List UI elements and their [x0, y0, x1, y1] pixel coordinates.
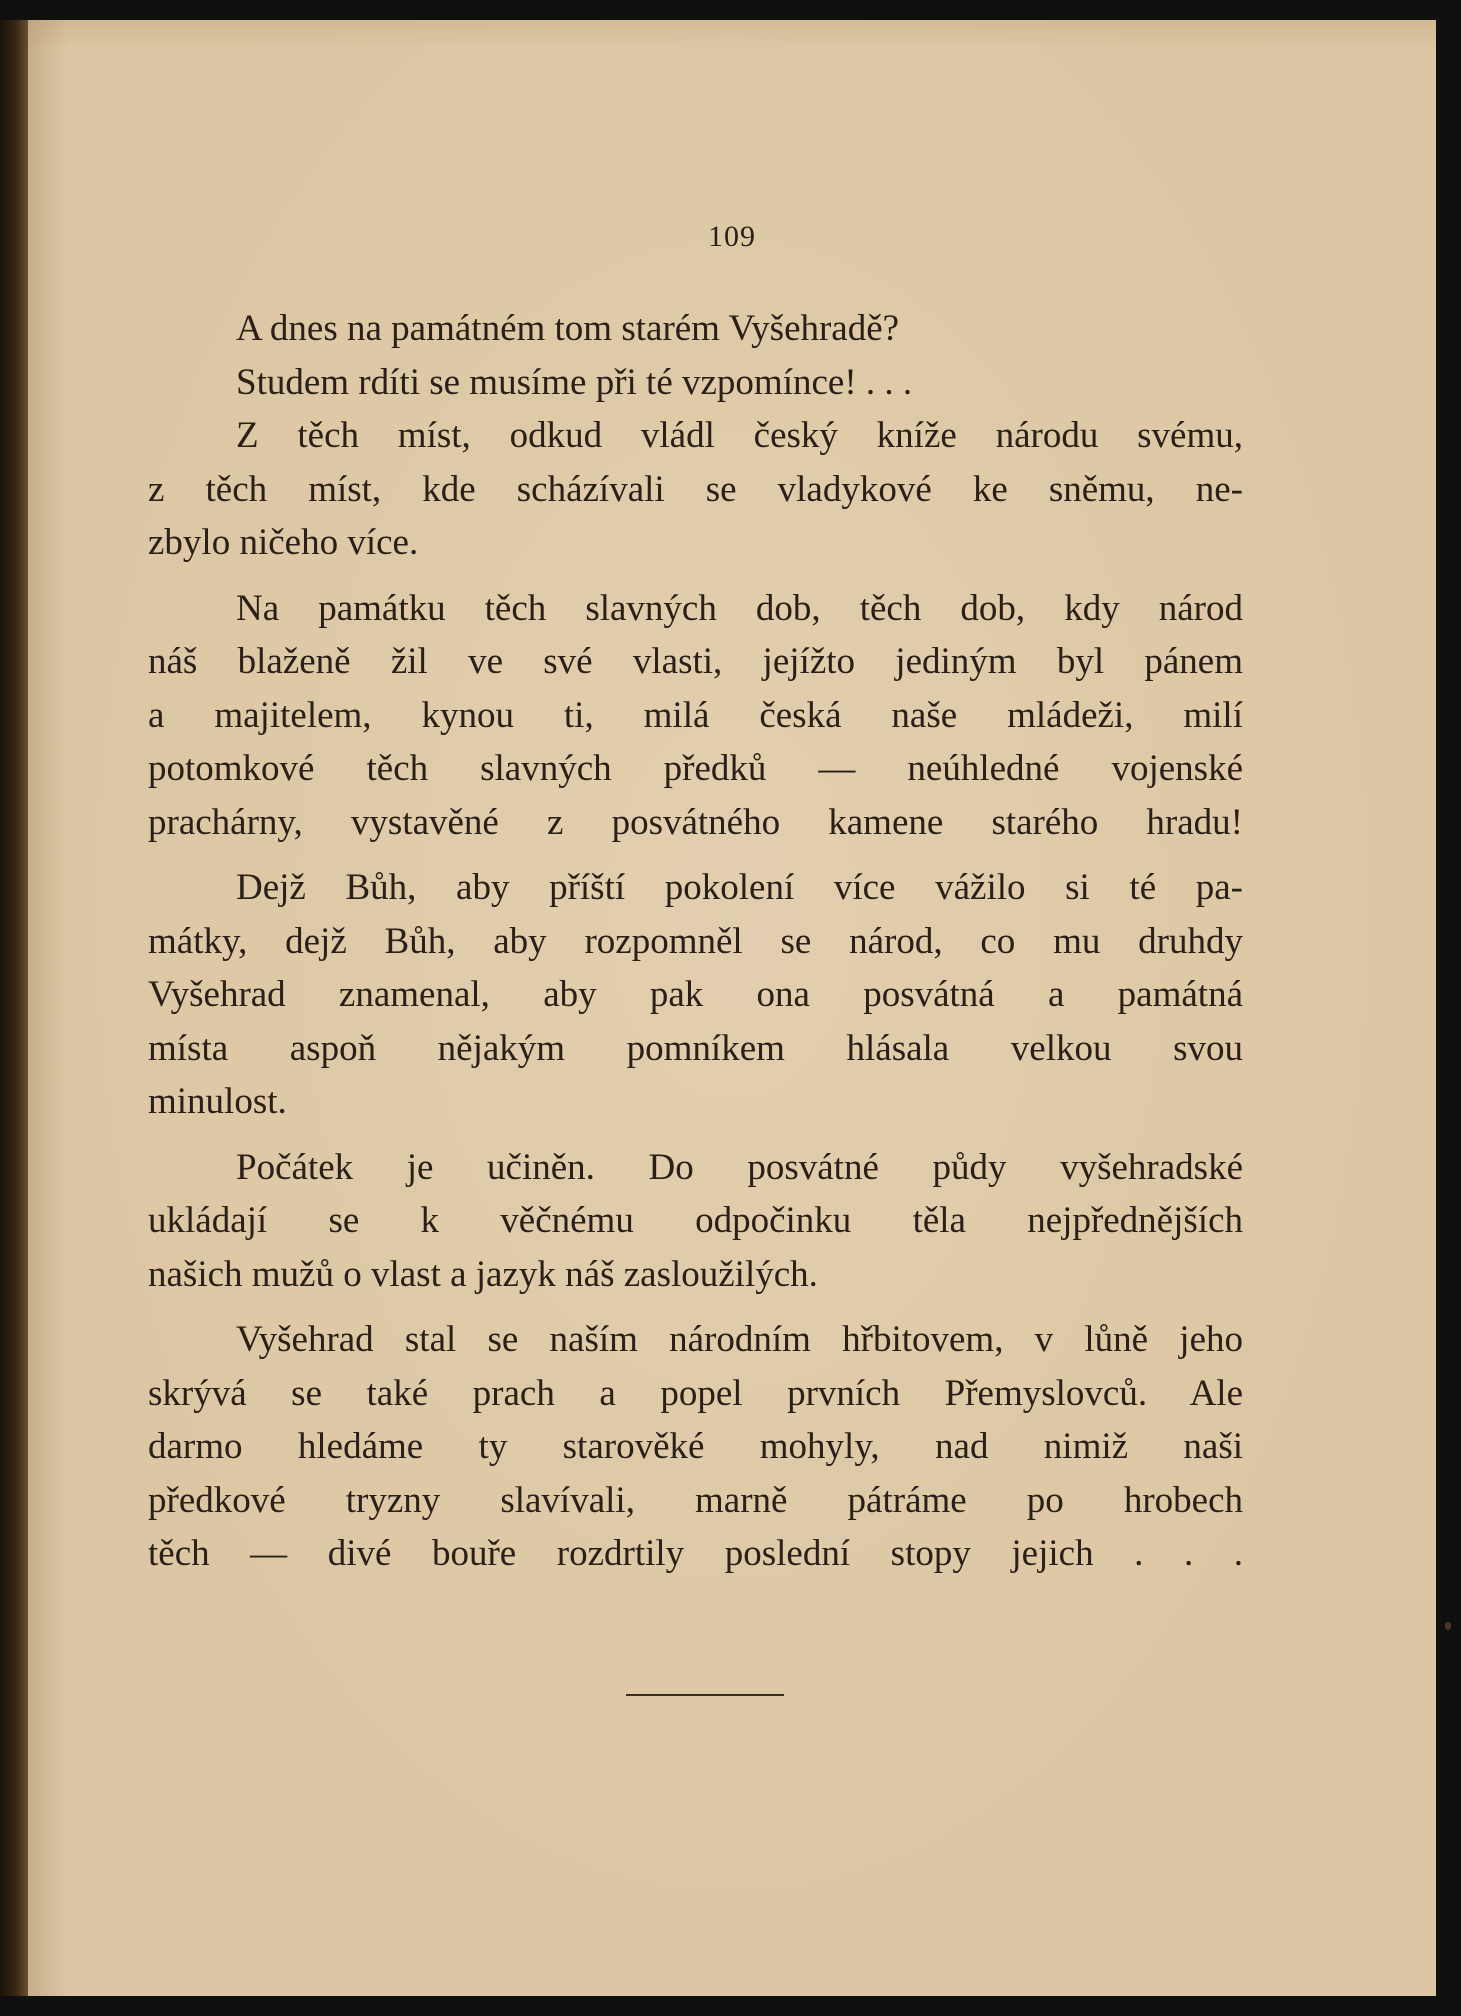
text-line: náš blaženě žil ve své vlasti, jejížto jediným byl pánem [148, 641, 1243, 682]
text-line: z těch míst, kde scházívali se vladykové ke sněmu, ne- [148, 468, 1243, 510]
text-line: Vyšehrad znamenal, aby pak ona posvátná a památná [148, 974, 1243, 1015]
paragraph [148, 302, 1243, 409]
page-number: 109 [708, 220, 756, 253]
text-line: ukládají se k věčnému odpočinku těla nejpřednějších [148, 1200, 1243, 1241]
text-line: Počátek je učiněn. Do posvátné půdy vyšehradské [236, 1146, 1243, 1188]
text-line: těch — divé bouře rozdrtily poslední stopy jejich . . . [148, 1533, 1243, 1574]
text-line: předkové tryzny slavívali, marně pátráme po hrobech [148, 1479, 1243, 1521]
text-line: Na památku těch slavných dob, těch dob, kdy národ [236, 587, 1243, 629]
text-line: mátky, dejž Bůh, aby rozpomněl se národ, co mu druhdy [148, 920, 1243, 962]
text-line: minulost. [148, 1081, 287, 1122]
page-sheet [28, 20, 1436, 1996]
paper-speck [1445, 1622, 1451, 1630]
text-line: Dejž Bůh, aby příští pokolení více vážilo si té pa- [236, 867, 1243, 908]
paragraph [148, 582, 1243, 850]
text-line: Vyšehrad stal se naším národním hřbitovem, v lůně jeho [236, 1319, 1243, 1360]
paragraph [148, 409, 1243, 570]
paragraph [148, 1141, 1243, 1302]
book-spine-edge [0, 20, 28, 1996]
body-text [148, 302, 1243, 1581]
end-of-section-rule [626, 1694, 784, 1696]
text-line: prachárny, vystavěné z posvátného kamene starého hradu! [148, 801, 1243, 843]
text-line: skrývá se také prach a popel prvních Přemyslovců. Ale [148, 1372, 1243, 1414]
text-line: Studem rdíti se musíme při té vzpomínce! . . . [236, 361, 913, 403]
text-line: zbylo ničeho více. [148, 522, 419, 563]
text-line: místa aspoň nějakým pomníkem hlásala velkou svou [148, 1027, 1243, 1069]
paragraph [148, 861, 1243, 1129]
text-line: našich mužů o vlast a jazyk náš zasloužilých. [148, 1253, 818, 1295]
paragraph [148, 1313, 1243, 1581]
text-line: Z těch míst, odkud vládl český kníže národu svému, [236, 415, 1243, 456]
text-line: potomkové těch slavných předků — neúhledné vojenské [148, 748, 1243, 789]
text-line: a majitelem, kynou ti, milá česká naše mládeži, milí [148, 694, 1243, 736]
text-line: darmo hledáme ty starověké mohyly, nad nimiž naši [148, 1426, 1243, 1467]
text-line: A dnes na památném tom starém Vyšehradě? [236, 308, 900, 349]
